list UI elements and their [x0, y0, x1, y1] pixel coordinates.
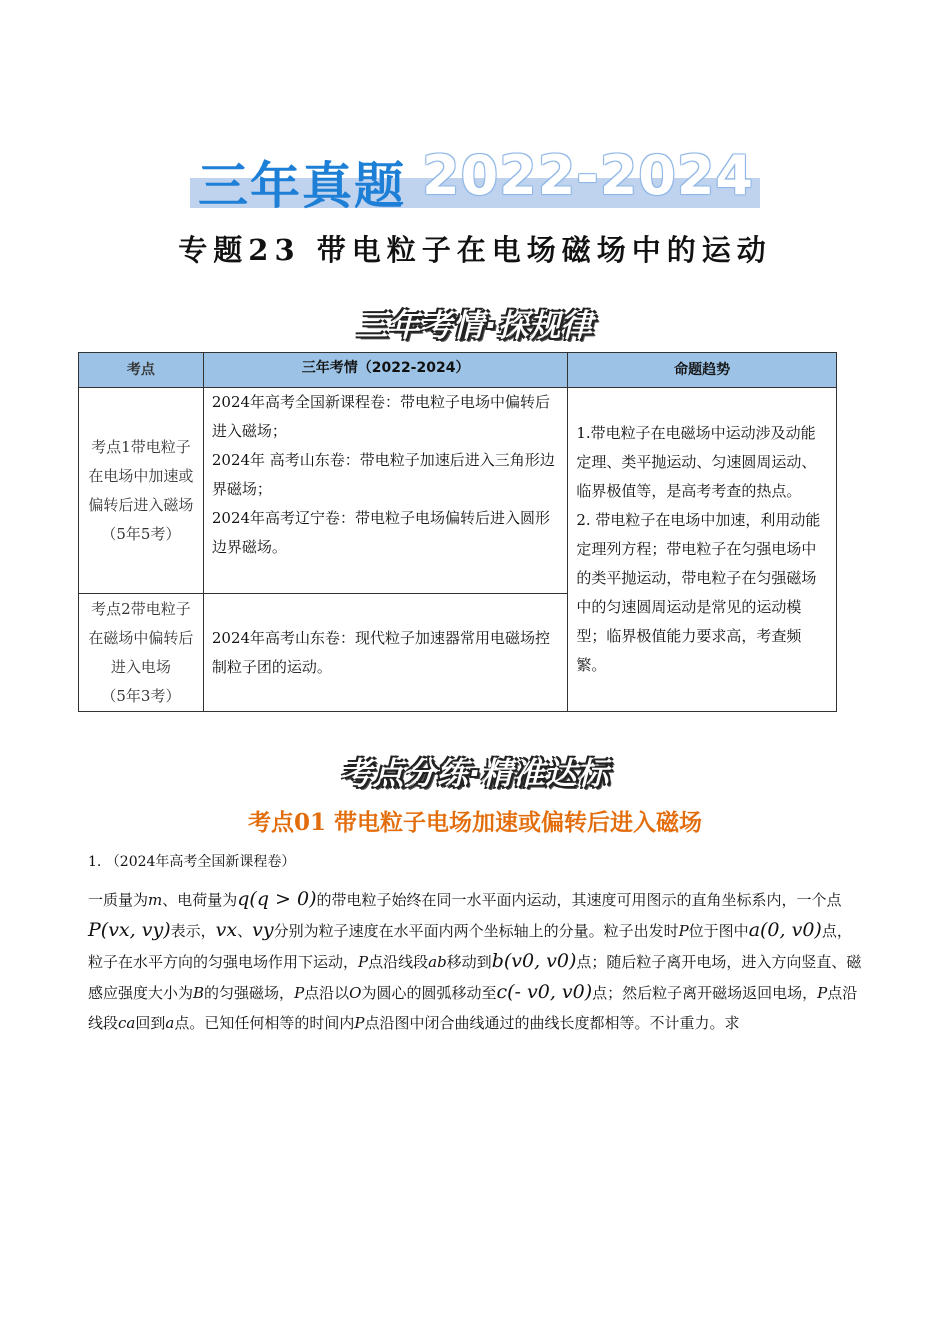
section-title: 考点01 带电粒子电场加速或偏转后进入磁场 [247, 809, 702, 836]
text: 、电荷量为 [162, 891, 238, 909]
banner-years: 2022-2024 [422, 144, 754, 207]
q-expression: q(q > 0) [237, 888, 317, 910]
text: 、 [237, 922, 253, 940]
var-o: O [349, 984, 362, 1002]
text: 点，粒子在水平方向的匀强电场作用下运动， [88, 922, 852, 971]
row-topic: 考点1带电粒子在电场中加速或偏转后进入磁场 （5年5考） [79, 388, 204, 594]
var-ca: ca [118, 1014, 136, 1032]
text: 点沿图中闭合曲线通过的曲线长度都相等。不计重力。求 [364, 1014, 740, 1032]
text: 的带电粒子始终在同一水平面内运动，其速度可用图示的直角坐标系内，一个点 [316, 891, 842, 909]
section-ribbon-trends: 三年考情·探规律 [356, 308, 594, 344]
row-details: 2024年高考全国新课程卷：带电粒子电场中偏转后进入磁场； 2024年 高考山东卷：带电粒子加速后进入三角形边界磁场； 2024年高考辽宁卷：带电粒子电场偏转后进入圆形边界磁场。 [203, 388, 567, 594]
var-a: a [165, 1014, 175, 1032]
header-trend: 命题趋势 [568, 353, 837, 388]
a-expression: a(0, v0) [748, 919, 822, 941]
banner-title: 三年真题 [198, 157, 406, 215]
text: 位于图中 [688, 922, 749, 940]
topic-subtitle: 专题23 带电粒子在电场磁场中的运动 [178, 233, 772, 267]
text: 的匀强磁场， [204, 984, 295, 1002]
title-banner [190, 144, 760, 215]
row-topic: 考点2带电粒子在磁场中偏转后进入电场 （5年3考） [79, 594, 204, 712]
b-expression: b(v0, v0) [491, 950, 577, 972]
var-p: P [294, 984, 305, 1002]
p-expression: P(vx, vy) [88, 919, 171, 941]
table-header-row [79, 353, 837, 388]
question-body [88, 884, 864, 1038]
text: 点；然后粒子离开磁场返回电场， [592, 984, 818, 1002]
var-m: m [148, 891, 163, 909]
text: 点。已知任何相等的时间内 [174, 1014, 355, 1032]
section-ribbon-practice: 考点分练·精准达标 [340, 756, 610, 792]
var-p: P [354, 1014, 365, 1032]
var-vy: vy [252, 919, 274, 941]
text: 移动到 [446, 953, 492, 971]
table-row [79, 388, 837, 594]
header-topic: 考点 [79, 353, 204, 388]
text: 表示， [170, 922, 216, 940]
var-b: B [193, 984, 205, 1002]
var-p: P [678, 922, 689, 940]
row-details: 2024年高考山东卷：现代粒子加速器常用电磁场控制粒子团的运动。 [203, 594, 567, 712]
text: 一质量为 [88, 891, 149, 909]
header-details: 三年考情（2022-2024） [203, 353, 567, 388]
text: 点；随后粒子离开电场，进入方向竖直、磁感应强度大小为 [88, 953, 862, 1002]
text: 点沿以 [304, 984, 350, 1002]
question-source: 1. （2024年高考全国新课程卷） [88, 854, 296, 870]
c-expression: c(- v0, v0) [496, 981, 593, 1003]
text: 回到 [135, 1014, 166, 1032]
trend-table [78, 352, 837, 712]
var-p: P [358, 953, 369, 971]
text: 为圆心的圆弧移动至 [361, 984, 497, 1002]
trend-cell: 1.带电粒子在电磁场中运动涉及动能定理、类平抛运动、匀速圆周运动、临界极值等，是高考考查的热点。 2. 带电粒子在电场中加速，利用动能定理列方程；带电粒子在匀强电场中的类平抛运动，带电粒子在匀强磁场中的匀速圆周运动是常见的运动模型；临界极值能力要求高，考查频繁。 [568, 388, 837, 712]
var-p: P [817, 984, 828, 1002]
text: 分别为粒子速度在水平面内两个坐标轴上的分量。粒子出发时 [273, 922, 679, 940]
var-vx: vx [215, 919, 238, 941]
text: 点沿线段 [88, 984, 858, 1032]
var-ab: ab [428, 953, 447, 971]
text: 点沿线段 [368, 953, 429, 971]
